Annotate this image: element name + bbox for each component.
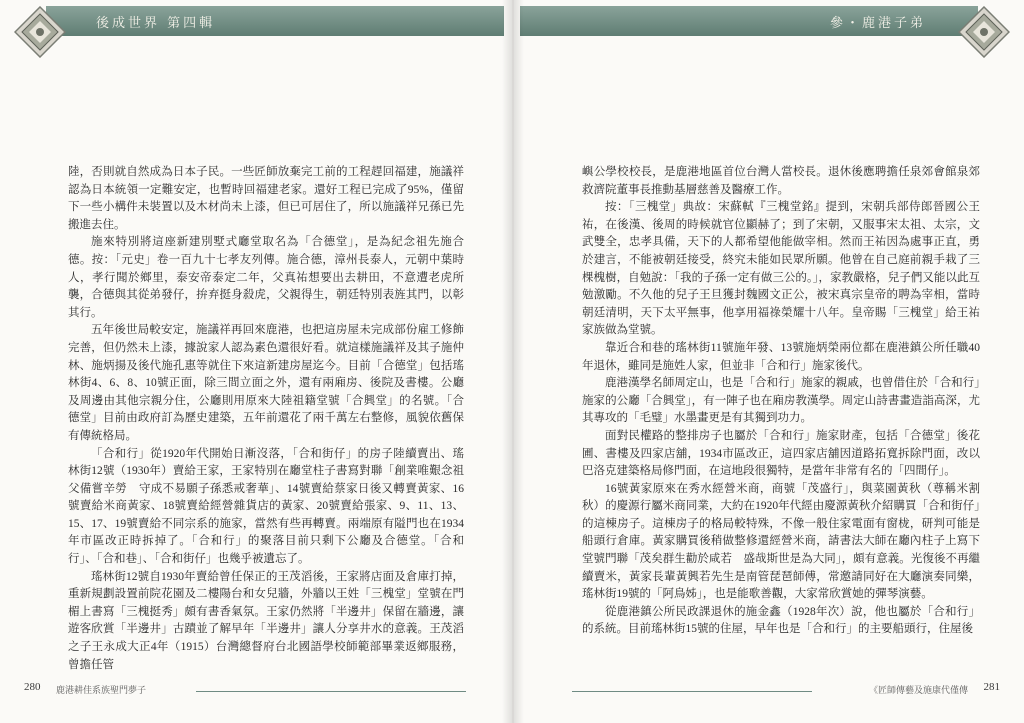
paragraph: 五年後世局較安定，施議祥再回來鹿港，也把這房屋未完成部份雇工修飾完善，但仍然未上漆，據說家人認為素色還很好看。就這樣施議祥及其子施仲林、施炳揚及後代施孔惠等就住下來這新建房屋迄今。目前「合德堂」包括瑤林街4、6、8、10號正面，除三間立面之外，還有兩廂房、後院及書樓。公廳及周邊由其他宗親分住，公廳則用原來大陸祖籍堂號「合興堂」的名號。「合德堂」目前由政府訂為歷史建築，五年前還花了兩千萬左右整修，風貌依舊保有傳統格局。 — [68, 324, 464, 442]
ornament-diamond-icon — [14, 6, 66, 58]
paragraph: 瑤林街12號自1930年賣給曾任保正的王茂滔後，王家將店面及倉庫打掉，重新規劃設置前院花園及二樓陽台和女兒牆，外牆以王姓「三槐堂」堂號在門楣上書寫「三槐挺秀」頗有書香氣氛。王家仍然將「半邊井」保留在牆邊，讓遊客欣賞「半邊井」古蹟並了解早年「半邊井」讓人分享井水的意義。王茂滔之子王永成大正4年（1915）台灣總督府台北國語學校師範部畢業返鄉服務，曾擔任管 — [68, 570, 464, 671]
paragraph: 「合和行」從1920年代開始日漸沒落，「合和街仔」的房子陸續賣出、瑤林街12號（1930年）賣給王家，王家特別在廳堂柱子書寫對聯「創業唯艱念祖父備嘗辛勞 守成不易願子孫悉戒奢華」、14號賣給蔡家日後又轉賣黃家、16號賣給米商黃家、18號賣給經營雜貨店的黃家、20號賣給張家、9、11、13、15、17、19號賣給不同宗系的施家，當然有些再轉賣。兩端原有隘門也在1934年市區改正時拆掉了。「合和行」的聚落目前只剩下公廳及合德堂。「合和行」、「合和巷」、「合和街仔」也幾乎被遺忘了。 — [68, 447, 464, 566]
paragraph: 嶼公學校校長，是鹿港地區首位台灣人當校長。退休後應聘擔任泉郊會館泉郊救濟院董事長推動基層慈善及醫療工作。 — [582, 166, 980, 196]
footer-text: 《匠師傳藝及施康代僅傳 — [868, 686, 968, 696]
body-text — [582, 164, 980, 639]
paragraph: 16號黃家原來在秀水經營米商，商號「茂盛行」，與菜園黃秋（尊稱米割秋）的慶源行屬米商同業，大約在1920年代經由慶源黃秋介紹購買「合和街仔」的這棟房子。這棟房子的格局較特殊，不像一般住家電面有窗栊，研判可能是船頭行倉庫。黃家購買後稍做整修還經營米商，請書法大師在廳內柱子上寫下堂號門聯「茂矣群生勸於咸若 盛哉斯世是為大同」，頗有意義。光復後不再繼續賣米，黃家長輩黃興若先生是南管琵琶師傅，常邀請同好在大廳演奏同樂，瑤林街19號的「阿鳥姊」，也是能歌善觀，大家常欣賞她的彈琴演藝。 — [582, 482, 980, 601]
page-number: 280 — [24, 681, 41, 693]
right-page — [512, 0, 1024, 723]
paragraph: 施來特別將這座新建別墅式廳堂取名為「合德堂」，是為紀念祖先施合德。按：「元史」卷一百九十七孝友列傳。施合德，漳州長泰人，元朝中葉時人，孝行聞於鄉里，泰安帝泰定二年，父真祐想要出去耕田，不意遭老虎所襲，合德與其從弟發仔，拚弃挺身殺虎，父親得生，朝廷特別表旌其門，以彰其行。 — [68, 236, 464, 319]
paragraph: 鹿港漢學名師周定山，也是「合和行」施家的親戚，也曾借住於「合和行」施家的公廳「合興堂」，有一陣子也在廂房教漢學。周定山詩書畫造詣高深，尤其專攻的「毛璧」水墨畫更是有其獨到功力。 — [582, 377, 980, 425]
footer-text: 鹿港耕佳系族聖門夢子 — [56, 686, 147, 696]
paragraph: 靠近合和巷的瑤林街11號施年發、13號施炳榮兩位都在鹿港鎮公所任職40年退休，雖同是施姓人家，但並非「合和行」施家後代。 — [582, 341, 980, 372]
header-title: 後成世界 第四輯 — [96, 16, 216, 31]
paragraph: 按：「三槐堂」典故：宋蘇軾『三槐堂銘』提到，宋朝兵部侍郎晉國公王祐，在後漢、後周的時候就官位顯赫了；到了宋朝，又服事宋太祖、太宗，文武雙全，忠孝具備，天下的人都希望他能做宰相。然而王祐因為處事正直，勇於建言，不能被朝廷接受，終究未能如民眾所願。他曾在自己庭前親手栽了三棵槐樹，自勉說：「我的子孫一定有做三公的。」，家教嚴格，兒子們又能以此互勉激勵。不久他的兒子王旦獲封魏國文正公，被宋真宗皇帝的聘為宰相，當時朝廷清明，天下太平無事，他享用福祿榮耀十八年。皇帝賜「三槐堂」給王祐家族做為堂號。 — [582, 201, 980, 337]
header-title: 參・鹿港子弟 — [829, 16, 926, 31]
body-text — [68, 164, 464, 674]
footer-rule — [572, 691, 812, 692]
ornament-diamond-icon — [958, 6, 1010, 58]
paragraph: 從鹿港鎮公所民政課退休的施金鑫（1928年次）說，他也屬於「合和行」的系統。目前瑤林街15號的住屋，早年也是「合和行」的主要船頭行，住屋後 — [582, 605, 980, 636]
paragraph: 陸，否則就自然成為日本子民。一些匠師放棄完工前的工程趕回福建，施議祥認為日本統領一定難安定，也暫時回福建老家。還好工程已完成了95%，僅留下一些小構件未裝置以及木材尚未上漆，但已可居住了，所以施議祥兄孫已先搬進去住。 — [68, 166, 464, 231]
paragraph: 面對民權路的整排房子也屬於「合和行」施家財產，包括「合德堂」後花圃、書樓及四家店舖，1934市區改正，這四家店舖因道路拓寬拆除門面，改以巴洛克建築格局修門面，在這地段很獨特，是當年非常有名的「四間仔」。 — [582, 429, 980, 478]
page-number: 281 — [983, 681, 1000, 693]
footer-rule — [196, 691, 466, 692]
